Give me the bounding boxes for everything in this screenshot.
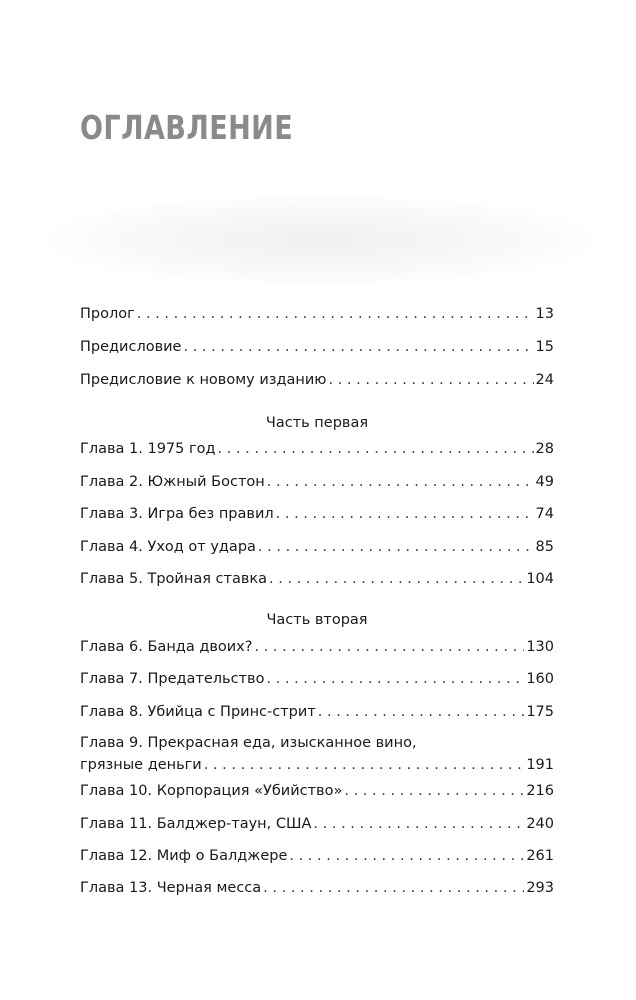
toc-entry-label: Глава 1. 1975 год (80, 441, 216, 457)
leader-dots (313, 813, 524, 835)
toc-entry-chapter-2[interactable] (80, 471, 554, 493)
leader-dots (318, 701, 525, 723)
leader-dots (137, 303, 534, 325)
toc-entry-chapter-11[interactable] (80, 813, 554, 835)
leader-dots (344, 780, 524, 802)
leader-dots (183, 336, 533, 358)
toc-entry-label: Предисловие (80, 339, 182, 355)
leader-dots (269, 568, 524, 590)
toc-entry-page: 160 (526, 671, 554, 687)
leader-dots (266, 668, 524, 690)
leader-dots (276, 503, 534, 525)
toc-entry-label: Глава 13. Черная месса (80, 880, 262, 896)
toc-entry-page: 85 (535, 539, 554, 555)
toc-entry-page: 74 (535, 506, 554, 522)
toc-entry-page: 130 (526, 639, 554, 655)
leader-dots (218, 438, 534, 460)
toc-entry-page: 104 (526, 571, 554, 587)
toc-entry-chapter-8[interactable] (80, 701, 554, 723)
toc-entry-preface[interactable] (80, 336, 554, 358)
toc-entry-label: Глава 12. Миф о Балджере (80, 848, 288, 864)
toc-entry-label: Предисловие к новому изданию (80, 372, 327, 388)
toc-entry-label: Глава 3. Игра без правил (80, 506, 274, 522)
toc-entry-chapter-9[interactable] (80, 732, 554, 776)
part-heading-2: Часть вторая (266, 612, 368, 628)
toc-entry-chapter-13[interactable] (80, 877, 554, 899)
toc-entry-chapter-1[interactable] (80, 438, 554, 460)
toc-entry-label: Глава 8. Убийца с Принс-стрит (80, 704, 316, 720)
toc-entry-page: 15 (535, 339, 554, 355)
toc-entry-page: 13 (535, 306, 554, 322)
leader-dots (254, 636, 524, 658)
page-title: ОГЛАВЛЕНИЕ (80, 108, 294, 147)
toc-entry-chapter-5[interactable] (80, 568, 554, 590)
toc-entry-chapter-12[interactable] (80, 845, 554, 867)
toc-entry-page: 24 (535, 372, 554, 388)
toc-entry-label: Глава 6. Банда двоих? (80, 639, 253, 655)
toc-entry-label: Глава 2. Южный Бостон (80, 474, 265, 490)
toc-entry-label: Глава 5. Тройная ставка (80, 571, 268, 587)
toc-entry-label: Глава 11. Балджер-таун, США (80, 816, 312, 832)
leader-dots (258, 536, 534, 558)
toc-entry-prolog[interactable] (80, 303, 554, 325)
toc-entry-page: 216 (526, 783, 554, 799)
toc-entry-page: 191 (526, 757, 554, 773)
toc-entry-label: Пролог (80, 306, 135, 322)
toc-entry-label: Глава 7. Предательство (80, 671, 265, 687)
toc-entry-label-line1: Глава 9. Прекрасная еда, изысканное вино, (80, 735, 417, 751)
toc-entry-page: 28 (535, 441, 554, 457)
leader-dots (329, 369, 534, 391)
toc-entry-chapter-7[interactable] (80, 668, 554, 690)
toc-entry-chapter-10[interactable] (80, 780, 554, 802)
toc-entry-label: Глава 4. Уход от удара (80, 539, 256, 555)
scan-smudge (40, 195, 600, 285)
toc-entry-label-line2: грязные деньги (80, 757, 202, 773)
leader-dots (267, 471, 534, 493)
part-heading-1: Часть первая (265, 415, 369, 431)
toc-entry-chapter-3[interactable] (80, 503, 554, 525)
toc-entry-label: Глава 10. Корпорация «Убийство» (80, 783, 343, 799)
toc-entry-chapter-6[interactable] (80, 636, 554, 658)
leader-dots (263, 877, 524, 899)
toc-entry-chapter-4[interactable] (80, 536, 554, 558)
leader-dots (289, 845, 524, 867)
toc-entry-page: 49 (535, 474, 554, 490)
toc-entry-new-edition-preface[interactable] (80, 369, 554, 391)
toc-entry-page: 261 (526, 848, 554, 864)
leader-dots (204, 754, 525, 776)
toc-entry-page: 175 (526, 704, 554, 720)
toc-entry-page: 240 (526, 816, 554, 832)
toc-entry-page: 293 (526, 880, 554, 896)
